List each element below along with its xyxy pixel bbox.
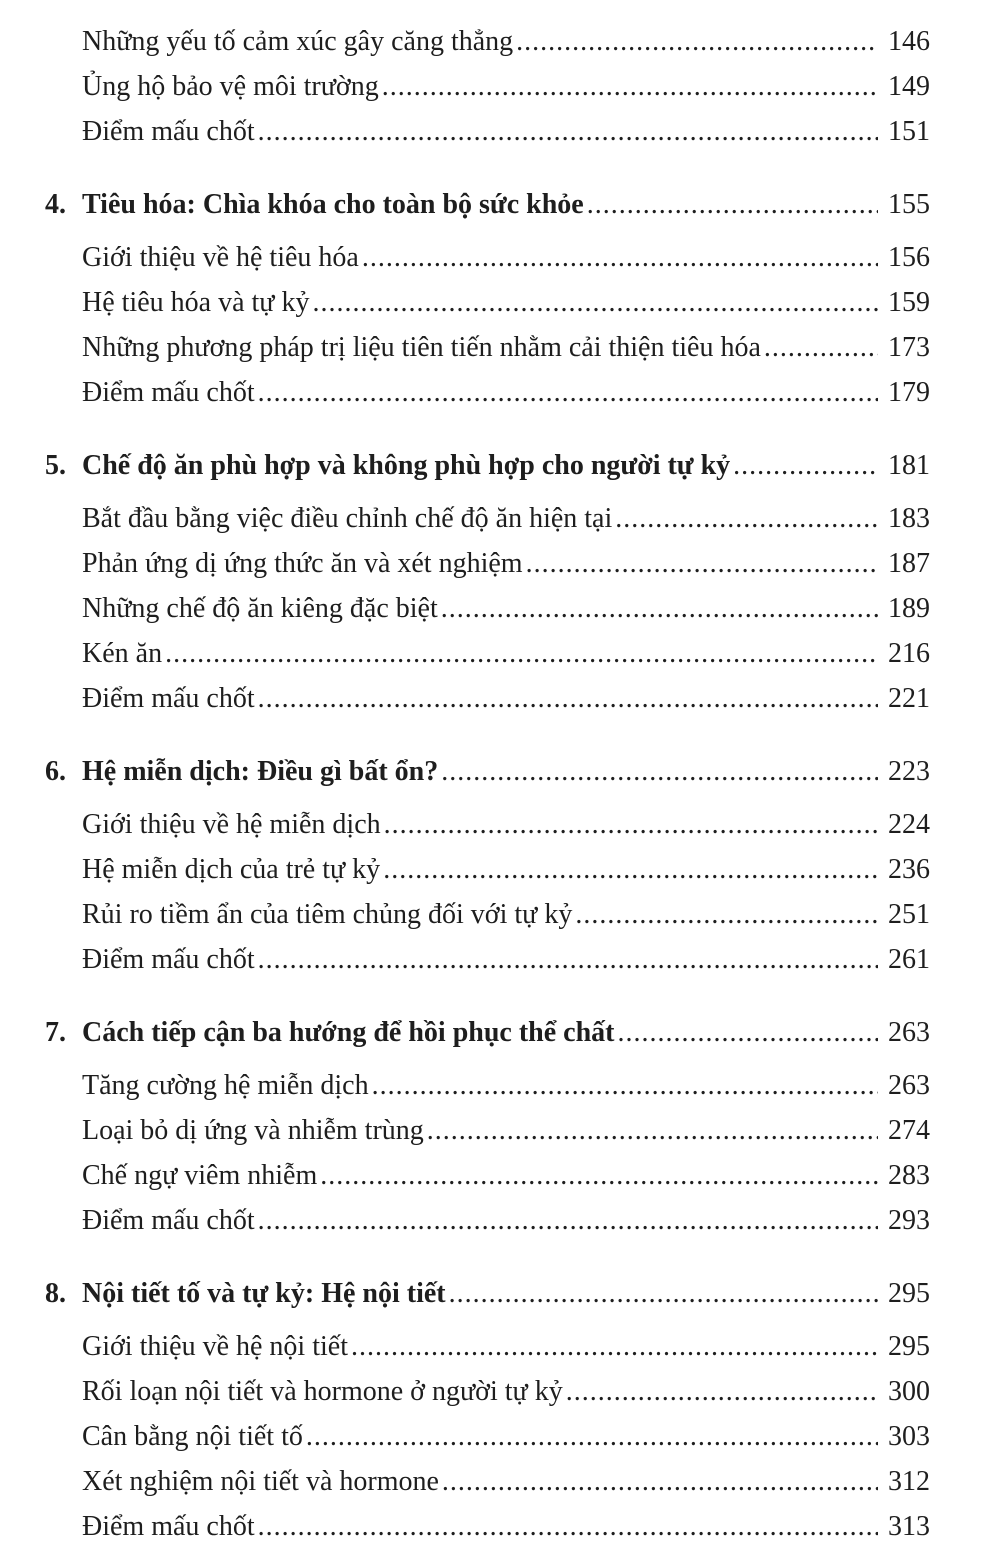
dot-leader xyxy=(320,1153,878,1198)
entry-title: Cách tiếp cận ba hướng để hồi phục thể chất xyxy=(82,1017,615,1048)
toc-entry[interactable] xyxy=(45,325,930,370)
page-number: 313 xyxy=(888,1511,930,1542)
page-number: 149 xyxy=(888,71,930,102)
toc-entry[interactable] xyxy=(45,370,930,415)
entry-title: Tiêu hóa: Chìa khóa cho toàn bộ sức khỏe xyxy=(82,189,584,220)
toc-entry[interactable] xyxy=(45,676,930,721)
toc-entry[interactable] xyxy=(45,1063,930,1108)
dot-leader xyxy=(733,443,878,488)
page-number: 221 xyxy=(888,683,930,714)
dot-leader xyxy=(566,1369,878,1414)
dot-leader xyxy=(441,586,878,631)
page-number: 216 xyxy=(888,638,930,669)
entry-title: Ủng hộ bảo vệ môi trường xyxy=(82,71,379,102)
entry-title: Nội tiết tố và tự kỷ: Hệ nội tiết xyxy=(82,1278,446,1309)
page-number: 300 xyxy=(888,1376,930,1407)
page-number: 295 xyxy=(888,1278,930,1309)
entry-title: Chế độ ăn phù hợp và không phù hợp cho người tự kỷ xyxy=(82,450,731,481)
dot-leader xyxy=(351,1324,878,1369)
dot-leader xyxy=(258,1504,878,1549)
toc-section xyxy=(45,443,930,721)
toc-section xyxy=(45,1010,930,1243)
toc-chapter-heading[interactable] xyxy=(45,1010,930,1055)
dot-leader xyxy=(526,541,878,586)
toc-entry[interactable] xyxy=(45,235,930,280)
toc-entry[interactable] xyxy=(45,802,930,847)
dot-leader xyxy=(258,937,878,982)
entry-title: Điểm mấu chốt xyxy=(82,683,255,714)
toc-entry[interactable] xyxy=(45,847,930,892)
page-number: 173 xyxy=(888,332,930,363)
dot-leader xyxy=(258,109,878,154)
toc-section xyxy=(45,1271,930,1549)
toc-entry[interactable] xyxy=(45,937,930,982)
dot-leader xyxy=(575,892,878,937)
toc-chapter-heading[interactable] xyxy=(45,182,930,227)
page-number: 183 xyxy=(888,503,930,534)
chapter-number: 7. xyxy=(45,1017,66,1048)
entry-title: Rối loạn nội tiết và hormone ở người tự kỷ xyxy=(82,1376,563,1407)
toc-entry[interactable] xyxy=(45,586,930,631)
page-number: 155 xyxy=(888,189,930,220)
page-number: 251 xyxy=(888,899,930,930)
entry-title: Điểm mấu chốt xyxy=(82,1511,255,1542)
toc-entry[interactable] xyxy=(45,1369,930,1414)
page-number: 283 xyxy=(888,1160,930,1191)
entry-title: Giới thiệu về hệ miễn dịch xyxy=(82,809,381,840)
toc-entry[interactable] xyxy=(45,19,930,64)
page-number: 189 xyxy=(888,593,930,624)
chapter-number: 4. xyxy=(45,189,66,220)
toc-entry[interactable] xyxy=(45,1414,930,1459)
entry-title: Chế ngự viêm nhiễm xyxy=(82,1160,318,1191)
dot-leader xyxy=(258,370,878,415)
entry-title: Giới thiệu về hệ tiêu hóa xyxy=(82,242,359,273)
dot-leader xyxy=(587,182,878,227)
page-number: 312 xyxy=(888,1466,930,1497)
page-number: 263 xyxy=(888,1017,930,1048)
dot-leader xyxy=(372,1063,878,1108)
page-number: 261 xyxy=(888,944,930,975)
entry-title: Điểm mấu chốt xyxy=(82,116,255,147)
dot-leader xyxy=(764,325,878,370)
toc-section xyxy=(45,19,930,154)
page-number: 224 xyxy=(888,809,930,840)
dot-leader xyxy=(382,64,878,109)
dot-leader xyxy=(449,1271,878,1316)
table-of-contents xyxy=(45,19,930,1549)
entry-title: Xét nghiệm nội tiết và hormone xyxy=(82,1466,439,1497)
page-number: 179 xyxy=(888,377,930,408)
chapter-number: 5. xyxy=(45,450,66,481)
entry-title: Những chế độ ăn kiêng đặc biệt xyxy=(82,593,438,624)
page-number: 303 xyxy=(888,1421,930,1452)
page-number: 263 xyxy=(888,1070,930,1101)
page-number: 151 xyxy=(888,116,930,147)
toc-entry[interactable] xyxy=(45,892,930,937)
toc-entry[interactable] xyxy=(45,1153,930,1198)
page-number: 223 xyxy=(888,756,930,787)
toc-entry[interactable] xyxy=(45,1504,930,1549)
entry-title: Hệ miễn dịch: Điều gì bất ổn? xyxy=(82,756,439,787)
toc-entry[interactable] xyxy=(45,1459,930,1504)
entry-title: Cân bằng nội tiết tố xyxy=(82,1421,303,1452)
toc-chapter-heading[interactable] xyxy=(45,1271,930,1316)
toc-chapter-heading[interactable] xyxy=(45,749,930,794)
page-number: 146 xyxy=(888,26,930,57)
page-number: 156 xyxy=(888,242,930,273)
page-number: 274 xyxy=(888,1115,930,1146)
toc-entry[interactable] xyxy=(45,541,930,586)
dot-leader xyxy=(441,749,878,794)
toc-entry[interactable] xyxy=(45,496,930,541)
dot-leader xyxy=(442,1459,878,1504)
toc-entry[interactable] xyxy=(45,631,930,676)
dot-leader xyxy=(618,1010,879,1055)
entry-title: Hệ tiêu hóa và tự kỷ xyxy=(82,287,310,318)
page-number: 236 xyxy=(888,854,930,885)
toc-entry[interactable] xyxy=(45,280,930,325)
entry-title: Kén ăn xyxy=(82,638,163,669)
dot-leader xyxy=(384,802,878,847)
entry-title: Những phương pháp trị liệu tiên tiến nhằm cải thiện tiêu hóa xyxy=(82,332,761,363)
page-number: 159 xyxy=(888,287,930,318)
entry-title: Giới thiệu về hệ nội tiết xyxy=(82,1331,348,1362)
chapter-number: 6. xyxy=(45,756,66,787)
toc-section xyxy=(45,749,930,982)
page-number: 187 xyxy=(888,548,930,579)
entry-title: Những yếu tố cảm xúc gây căng thẳng xyxy=(82,26,514,57)
dot-leader xyxy=(362,235,878,280)
toc-entry[interactable] xyxy=(45,64,930,109)
entry-title: Rủi ro tiềm ẩn của tiêm chủng đối với tự kỷ xyxy=(82,899,573,930)
dot-leader xyxy=(383,847,878,892)
dot-leader xyxy=(258,1198,878,1243)
entry-title: Điểm mấu chốt xyxy=(82,944,255,975)
entry-title: Phản ứng dị ứng thức ăn và xét nghiệm xyxy=(82,548,523,579)
chapter-number: 8. xyxy=(45,1278,66,1309)
entry-title: Tăng cường hệ miễn dịch xyxy=(82,1070,369,1101)
toc-entry[interactable] xyxy=(45,1198,930,1243)
dot-leader xyxy=(312,280,878,325)
entry-title: Bắt đầu bằng việc điều chỉnh chế độ ăn hiện tại xyxy=(82,503,613,534)
toc-entry[interactable] xyxy=(45,109,930,154)
entry-title: Loại bỏ dị ứng và nhiễm trùng xyxy=(82,1115,424,1146)
entry-title: Hệ miễn dịch của trẻ tự kỷ xyxy=(82,854,381,885)
toc-section xyxy=(45,182,930,415)
toc-chapter-heading[interactable] xyxy=(45,443,930,488)
toc-entry[interactable] xyxy=(45,1324,930,1369)
entry-title: Điểm mấu chốt xyxy=(82,1205,255,1236)
dot-leader xyxy=(615,496,878,541)
toc-entry[interactable] xyxy=(45,1108,930,1153)
dot-leader xyxy=(427,1108,878,1153)
dot-leader xyxy=(306,1414,878,1459)
page-number: 295 xyxy=(888,1331,930,1362)
entry-title: Điểm mấu chốt xyxy=(82,377,255,408)
dot-leader xyxy=(258,676,878,721)
page-number: 181 xyxy=(888,450,930,481)
dot-leader xyxy=(516,19,878,64)
dot-leader xyxy=(165,631,878,676)
page-number: 293 xyxy=(888,1205,930,1236)
